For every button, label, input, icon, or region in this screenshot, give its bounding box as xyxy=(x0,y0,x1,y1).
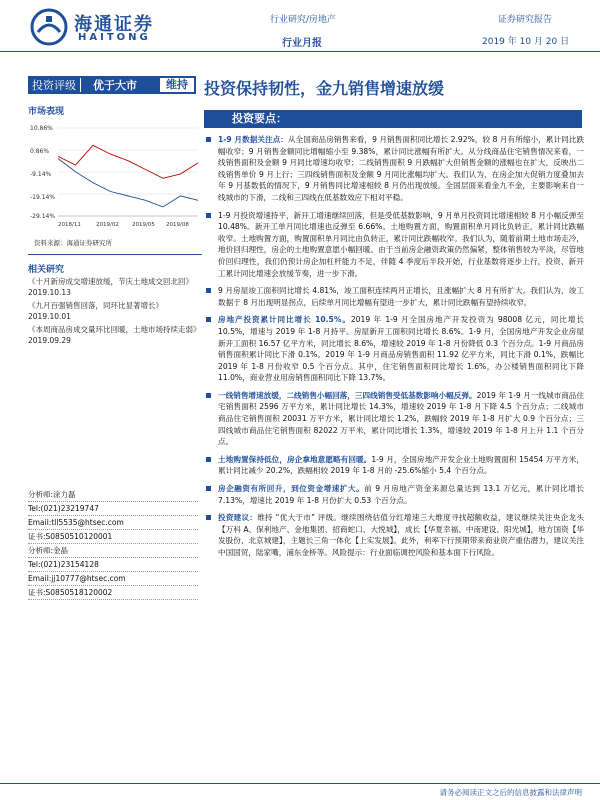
related-date: 2019.09.29 xyxy=(28,336,71,345)
logo-icon xyxy=(30,8,68,46)
market-source: 资料来源：海通证券研究所 xyxy=(34,239,112,247)
market-heading: 市场表现 xyxy=(28,107,65,117)
series-line xyxy=(58,159,198,207)
point-lead: 1-9 月数据关注点： xyxy=(218,135,288,144)
point-paragraph xyxy=(204,134,584,204)
x-tick-label: 2019/08 xyxy=(166,222,189,228)
bullet-icon xyxy=(206,213,211,218)
header-divider xyxy=(0,51,600,52)
point-paragraph xyxy=(204,454,584,477)
related-date: 2019.10.13 xyxy=(28,288,71,297)
analyst-name: 分析师:涂力磊 xyxy=(28,488,198,502)
market-divider xyxy=(28,254,202,255)
bullet-icon xyxy=(206,393,211,398)
related-title[interactable]: 《本周商品房成交量环比回暖，土地市场持续走弱》 xyxy=(28,325,201,334)
bullet-icon xyxy=(206,317,211,322)
logo xyxy=(30,8,170,46)
y-tick-label: 0.86% xyxy=(30,148,50,155)
points-content xyxy=(204,134,584,565)
analyst-block xyxy=(28,488,198,600)
y-tick-label: -19.14% xyxy=(30,194,56,201)
point-paragraph xyxy=(204,483,584,506)
bullet-icon xyxy=(206,515,211,520)
point-paragraph xyxy=(204,512,584,558)
bullet-icon xyxy=(206,457,211,462)
y-tick-label: 10.86% xyxy=(30,125,53,132)
footer-divider xyxy=(0,783,600,784)
header-report-label: 证券研究报告 xyxy=(498,15,553,25)
y-tick-label: -9.14% xyxy=(30,171,52,178)
related-title[interactable]: 《九月百强销售回落，同环比显著增长》 xyxy=(28,301,163,310)
point-text: 2019 年 1-9 月全国房地产开发投资为 98008 亿元，同比增长 10.5%，增速与 2019 年 1-8 月持平。房屋新开工面积同比增长 8.6%。1-9 月，全国房地产开发企业房屋新开工面积 16.57 亿平方米，同比增长 8.6%，增速较 2019 年 1-8 月份降低 0.3 个百分点。1-9 月商品房销售面积累计同比下滑 0.1%。2019 年 1-9 月商品房销售面积 11.92 亿平方米，同比下滑 0.1%，跌幅比 2019 年 1-8 月份收窄 0.5 个百分点。其中，住宅销售面积同比增长 1.6%，办公楼销售面积同比下降 11.0%，商业营业用房销售面积同比下降 13.7%。 xyxy=(218,315,584,383)
analyst-tel: Tel:(021)23219747 xyxy=(28,502,198,516)
rating-label: 投资评级 xyxy=(32,79,76,92)
logo-cn: 海通证券 xyxy=(74,14,154,35)
market-chart xyxy=(28,118,202,228)
x-tick-label: 2019/02 xyxy=(96,222,119,228)
point-paragraph xyxy=(204,210,584,280)
market-chart-svg xyxy=(28,118,202,228)
point-lead: 房地产投资累计同比增长 10.5%。 xyxy=(218,315,351,325)
rating-status: 维持 xyxy=(160,78,194,92)
points-heading: 投资要点： xyxy=(204,110,582,128)
logo-en: HAITONG xyxy=(78,32,151,43)
rating-value: 优于大市 xyxy=(93,79,137,92)
analyst-cert: 证书:S0850518120002 xyxy=(28,586,198,600)
related-list xyxy=(28,276,201,346)
x-tick-label: 2019/05 xyxy=(132,222,155,228)
y-tick-label: -29.14% xyxy=(30,213,56,220)
point-text: 从全国商品房销售来看，9 月销售面积同比增长 2.92%，较 8 月有所缩小，累计同比跌幅收窄；9 月销售金额同比增幅缩小至 9.38%，累计同比涨幅有所扩大。从分线商品住宅销售情况来看，一线销售面积及金额 9 月同比增速均收窄；二线销售面积 9 月跌幅扩大但销售金额的涨幅也在扩大，反映出二线销售单价 9 月上行；三四线销售面积及金额 9 月同比涨幅均扩大。我们认为，在房企加大促销力度叠加去年 9 月基数低的情况下，9 月销售同比增速相较 8 月仍出现放缓。全国层面来看金九不金，主要影响来自一线城市的下滑，二线和三四线在低基数效应下相对平稳。 xyxy=(218,135,584,202)
point-lead: 一线销售增速放缓，二线销售小幅回落，三四线销售受低基数影响小幅反弹。 xyxy=(218,390,477,400)
point-text: 1-9 月，全国房地产开发企业土地购置面积 15454 万平方米，累计同比减少 20.2%，跌幅相较 2019 年 1-8 月的 -25.6%缩小 5.4 个百分点。 xyxy=(218,454,584,476)
point-lead: 投资建议： xyxy=(218,513,258,523)
point-text: 1-9 月投资增速持平，新开工增速继续回落，但是受低基数影响，9 月单月投资同比增速相较 8 月小幅反弹至 10.48%。新开工单月同比增速也反弹至 6.66%。土地购置方面，购置面积单月同比负转正，累计同比跌幅收窄。土地购置方面，购置面积单月同比由负转正，累计同比跌幅收窄。我们认为，随着前期土地市场走冷，地价回归理性，房企的土地购置意愿小幅回暖。由于当前房企融资政策仍然偏紧，整体销售较为平淡，尽管地价回归理性，我们仍预计房企加杠杆能力不足，伴随 4 季度后半段开始，行业基数将逐步上行，投资、新开工累计同比增速会放缓节奏，进一步下滑。 xyxy=(218,210,584,278)
point-text: 9 月房屋竣工面积同比增长 4.81%，竣工面积连续两月正增长，且涨幅扩大 8 月有所扩大。我们认为，竣工数据于 8 月出现明显拐点，后续单月同比增幅有望进一步扩大，累计同比跌幅有望持续收窄。 xyxy=(218,286,584,307)
footer-disclaimer: 请务必阅读正文之后的信息披露和法律声明 xyxy=(439,788,582,797)
point-text: 维持 “优大于市” 评级。继续围绕估值分红增速三大维度寻找超额收益，建议继续关注央企龙头【万科 A、保利地产、金地集团、招商蛇口、大悦城】，成长【华夏幸福、中南建设、阳光城】，地方国资【华发股份、北京城建】，主题长三角一体化【上实发展】。此外，利率下行预期带来商业资产重估潜力，建议关注中国国贸，陆家嘴，浦东金桥等。风险提示：行业面临调控风险和基本面下行风险。 xyxy=(218,513,584,557)
report-title: 投资保持韧性，金九销售增速放缓 xyxy=(204,79,445,98)
point-text: 前 9 月房地产资金来源总量达到 13.1 万亿元，累计同比增长 7.13%，增速比 2019 年 1-8 月份扩大 0.53 个百分点。 xyxy=(218,484,584,505)
point-lead: 房企融资有所回升，到位资金增速扩大。 xyxy=(218,484,365,494)
point-lead: 土地购置保持低位，房企拿地意愿略有回暖。 xyxy=(218,454,372,464)
point-paragraph xyxy=(204,390,584,448)
bullet-icon xyxy=(206,288,211,293)
related-date: 2019.10.01 xyxy=(28,312,71,321)
point-text: 2019 年 1-9 月一线城市商品住宅销售面积 2596 万平方米，累计同比增长 14.3%，增速较 2019 年 1-8 月下降 4.5 个百分点；二线城市商品住宅销售面积 20031 万平方米，累计同比增长 1.2%，跌幅较 2019 年 1-8 月扩大 0.9 个百分点；三四线城市商品住宅销售面积 82022 万平米，累计同比增长 1.3%，增速较 2019 年 1-8 月上升 1.1 个百分点。 xyxy=(218,390,584,447)
rating-box xyxy=(28,76,196,94)
header-date: 2019 年 10 月 20 日 xyxy=(482,37,570,47)
analyst-email[interactable]: Email:tll5535@htsec.com xyxy=(28,516,198,530)
point-paragraph xyxy=(204,285,584,308)
related-heading: 相关研究 xyxy=(28,265,65,275)
point-paragraph xyxy=(204,314,584,384)
analyst-email[interactable]: Email:jj10777@htsec.com xyxy=(28,572,198,586)
analyst-name: 分析师:金晶 xyxy=(28,544,198,558)
related-title[interactable]: 《十月新房成交增速放缓，节庆土地成交回北回》 xyxy=(28,277,193,286)
rating-separator xyxy=(80,78,89,92)
analyst-cert: 证书:S0850510120001 xyxy=(28,530,198,544)
x-tick-label: 2018/11 xyxy=(58,222,81,228)
header-report-type: 行业月报 xyxy=(282,38,322,49)
analyst-tel: Tel:(021)23154128 xyxy=(28,558,198,572)
bullet-icon xyxy=(206,486,211,491)
bullet-icon xyxy=(206,137,211,142)
header-category: 行业研究/房地产 xyxy=(270,15,337,25)
